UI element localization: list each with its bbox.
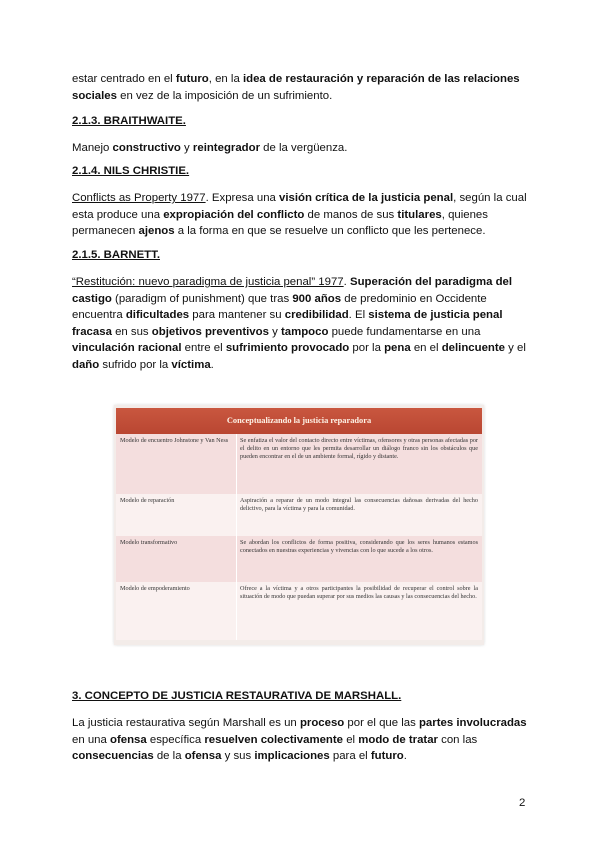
model-description: Se enfatiza el valor del contacto directo entre víctimas, ofensores y otras personas afectadas por el delito en un entorno que les permita desarrollar un diálogo franco sin los obstáculos que pueden encontrar en el de un ambiente formal, rígido y distante. <box>240 437 478 461</box>
model-description: Se abordan los conflictos de forma positiva, considerando que los seres humanos estamos conectados en nuestras experiencias y vivencias con lo que sucede a los otros. <box>240 539 478 555</box>
model-description: Ofrece a la víctima y a otros participantes la posibilidad de recuperar el control sobre la situación de modo que puedan superar por sus medios las causas y las consecuencias del hecho. <box>240 585 478 601</box>
barnett-paragraph: “Restitución: nuevo paradigma de justicia penal” 1977. Superación del paradigma del castigo (paradigm of punishment) que tras 900 años de predominio en Occidente encuentra dificultades para mantener su credibilidad. El sistema de justicia penal fracasa en sus objetivos preventivos y tampoco puede fundamentarse en una vinculación racional entre el sufrimiento provocado por la pena en el delincuente y el daño sufrido por la víctima. <box>72 276 526 371</box>
model-label: Modelo de empoderamiento <box>120 585 190 592</box>
page-number: 2 <box>519 797 526 809</box>
table-row <box>116 494 482 536</box>
heading-barnett: 2.1.5. BARNETT. <box>72 249 160 261</box>
column-divider <box>236 434 237 494</box>
column-divider <box>236 494 237 536</box>
column-divider <box>236 536 237 582</box>
column-divider <box>236 582 237 640</box>
table-row <box>116 536 482 582</box>
model-label: Modelo de reparación <box>120 497 175 504</box>
model-label: Modelo de encuentro Johnstone y Van Ness <box>120 437 229 444</box>
intro-paragraph: estar centrado en el futuro, en la idea de restauración y reparación de las relaciones sociales en vez de la imposición de un sufrimiento. <box>72 73 520 102</box>
marshall-paragraph: La justicia restaurativa según Marshall es un proceso por el que las partes involucradas en una ofensa específica resuelven colectivamente el modo de tratar con las consecuencias de la ofensa y sus implicaciones para el futuro. <box>72 717 527 763</box>
table-row <box>116 434 482 494</box>
braithwaite-paragraph: Manejo constructivo y reintegrador de la vergüenza. <box>72 142 348 154</box>
heading-christie: 2.1.4. NILS CHRISTIE. <box>72 165 190 177</box>
table-row <box>116 582 482 640</box>
heading-marshall: 3. CONCEPTO DE JUSTICIA RESTAURATIVA DE MARSHALL. <box>72 690 402 702</box>
table-title: Conceptualizando la justicia reparadora <box>116 408 482 434</box>
justice-models-table-image <box>114 405 484 645</box>
model-label: Modelo transformativo <box>120 539 178 546</box>
heading-braithwaite: 2.1.3. BRAITHWAITE. <box>72 115 186 127</box>
christie-paragraph: Conflicts as Property 1977. Expresa una visión crítica de la justicia penal, según la cual esta produce una expropiación del conflicto de manos de sus titulares, quienes permanecen ajenos a la forma en que se resuelve un conflicto que les pertenece. <box>72 192 527 238</box>
model-description: Aspiración a reparar de un modo integral las consecuencias dañosas derivadas del hecho delictivo, para la víctima y para la comunidad. <box>240 497 478 513</box>
